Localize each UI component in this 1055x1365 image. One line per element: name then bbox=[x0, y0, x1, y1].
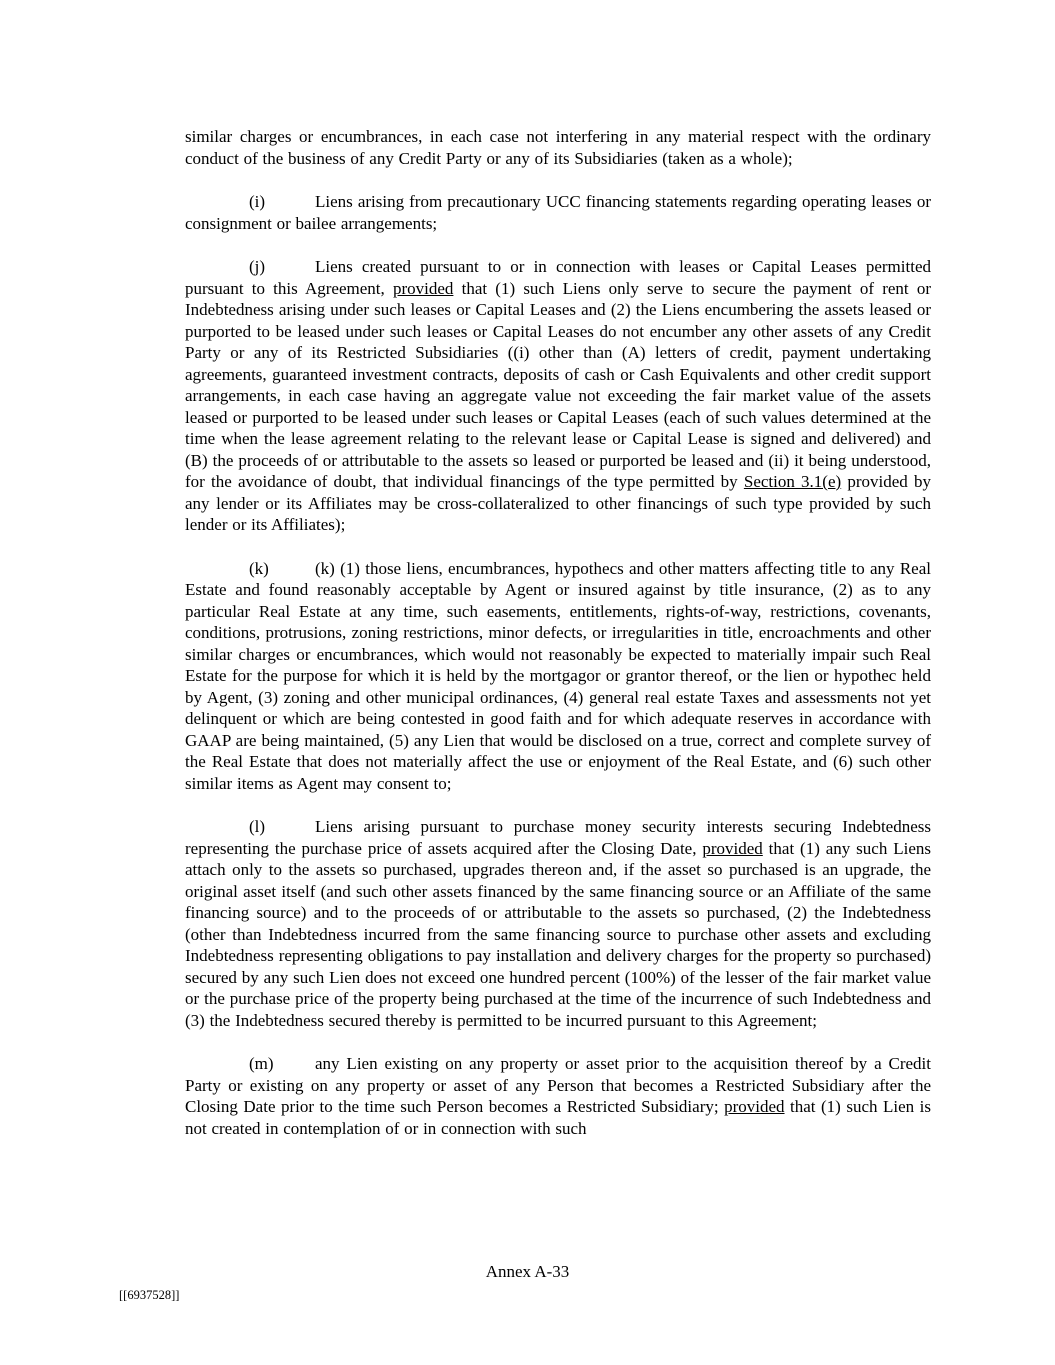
paragraph bbox=[185, 256, 931, 536]
document-body bbox=[185, 126, 931, 1139]
text-run: Liens created pursuant to or in connection with leases or Capital Leases permitted pursuant to this Agreement, bbox=[185, 257, 931, 298]
page-footer-doc-number: [[6937528]] bbox=[119, 1288, 180, 1302]
text-run: Liens arising from precautionary UCC financing statements regarding operating leases or consignment or bailee arrangements; bbox=[185, 192, 931, 233]
underlined-text: provided bbox=[702, 838, 763, 858]
page-footer-annex-label: Annex A-33 bbox=[485, 1262, 570, 1281]
text-run: Liens arising pursuant to purchase money security interests securing Indebtedness representing the purchase price of assets acquired after the Closing Date, bbox=[185, 817, 931, 858]
text-run: any Lien existing on any property or asset prior to the acquisition thereof by a Credit Party or existing on any property or asset of any Person that becomes a Restricted Subsidiary after the Closing Date prior to the time such Person becomes a Restricted Subsidiary; bbox=[185, 1054, 931, 1116]
paragraph-label: (k) bbox=[249, 558, 269, 578]
text-run: (k) (1) those liens, encumbrances, hypothecs and other matters affecting title to any Real Estate and found reasonably acceptable by Agent or insured against by title insurance, (2) as to any particular Real Estate at any time, such easements, entitlements, rights-of-way, restrictions, covenants, conditions, protrusions, zoning restrictions, minor defects, or irregularities in title, encroachments and other similar charges or encumbrances, which would not reasonably be expected to materially impair such Real Estate for the purpose for which it is held by the mortgagor or grantor thereof, or the lien or hypothec held by Agent, (3) zoning and other municipal ordinances, (4) general real estate Taxes and assessments not yet delinquent or which are being contested in good faith and for which adequate reserves in accordance with GAAP are being maintained, (5) any Lien that would be disclosed on a true, correct and complete survey of the Real Estate that does not materially affect the use or enjoyment of the Real Estate, and (6) such other similar items as Agent may consent to; bbox=[185, 558, 931, 793]
paragraph-label: (i) bbox=[249, 192, 266, 211]
underlined-text: provided bbox=[392, 278, 454, 298]
paragraph bbox=[185, 126, 931, 169]
paragraph-label: (m) bbox=[249, 1054, 274, 1073]
paragraph bbox=[185, 558, 931, 795]
paragraph bbox=[185, 1053, 931, 1139]
text-run: that (1) such Liens only serve to secure the payment of rent or Indebtedness arising under such leases or Capital Leases and (2) the Liens encumbering the assets leased or purported to be leased under such leases or Capital Leases do not encumber any other assets of any Credit Party or any of its Restricted Subsidiaries ((i) other than (A) letters of credit, payment undertaking agreements, guaranteed investment contracts, deposits of cash or Cash Equivalents and other credit support arrangements, in each case having an aggregate value not exceeding the fair market value of the assets leased or purported to be leased under such leases or Capital Leases (each of such values determined at the time when the lease agreement relating to the relevant lease or Capital Lease is signed and delivered) and (B) the proceeds of or attributable to the assets so leased or purported be leased and (ii) it being understood, for the avoidance of doubt, that individual financings of the type permitted by bbox=[185, 278, 932, 491]
paragraph bbox=[185, 191, 931, 234]
paragraph-label: (j) bbox=[249, 257, 266, 276]
paragraph bbox=[185, 816, 931, 1031]
underlined-text: Section 3.1(e) bbox=[743, 472, 842, 491]
text-run: that (1) any such Liens attach only to the assets so purchased, upgrades thereon and, if the asset so purchased is an upgrade, the original asset itself (and such other assets financed by the same financing source or an Affiliate of the same financing source) and to the proceeds of or attributable to the assets so purchased, (2) the Indebtedness (other than Indebtedness incurred from the same financing source to purchase other assets and excluding Indebtedness representing obligations to pay installation and delivery charges for the property so purchased) secured by any such Lien does not exceed one hundred percent (100%) of the lesser of the fair market value or the purchase price of the property being purchased at the time of the incurrence of such Indebtedness and (3) the Indebtedness secured thereby is permitted to be incurred pursuant to this Agreement; bbox=[185, 838, 931, 1030]
text-run: that (1) such Lien is not created in contemplation of or in connection with such bbox=[185, 1097, 932, 1138]
text-run: similar charges or encumbrances, in each case not interfering in any material respect with the ordinary conduct of the business of any Credit Party or any of its Subsidiaries (taken as a whole); bbox=[185, 127, 931, 168]
text-run: provided by any lender or its Affiliates may be cross-collateralized to other financings of such type provided by such lender or its Affiliates); bbox=[185, 472, 932, 534]
paragraph-label: (l) bbox=[249, 817, 266, 836]
underlined-text: provided bbox=[724, 1097, 785, 1116]
